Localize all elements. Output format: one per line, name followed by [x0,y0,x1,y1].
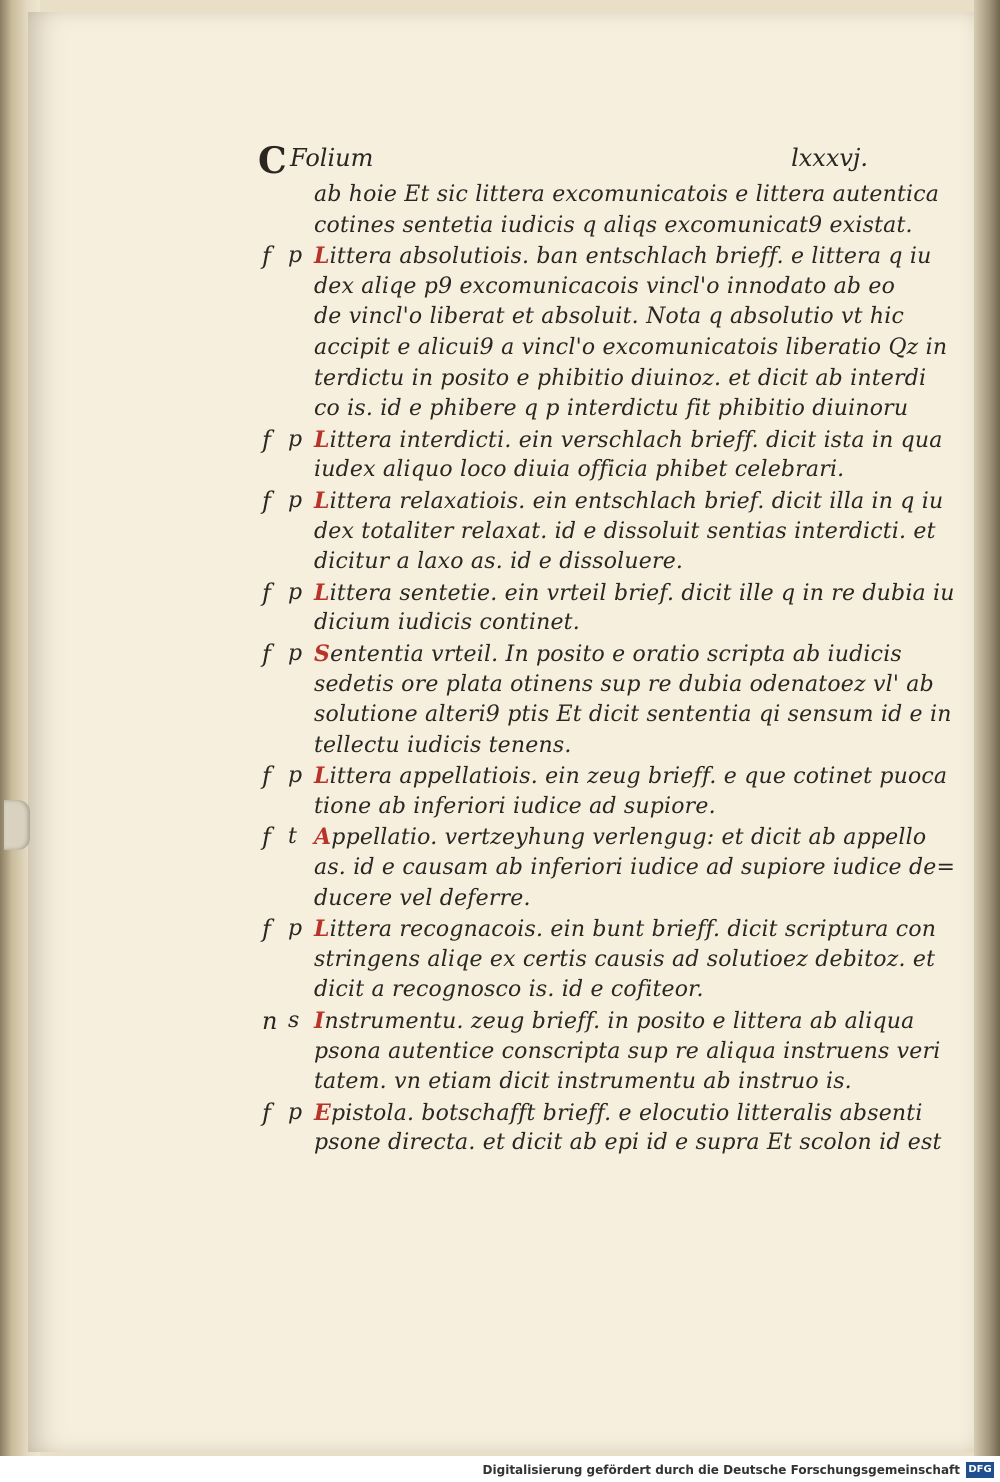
text-line [258,670,934,701]
text-line [258,272,896,303]
line-body: solutione alteri9 ptis Et dicit sententia qi sensum id e in [314,702,952,728]
text-line [258,1067,868,1098]
line-text [314,517,936,548]
line-text [314,578,955,610]
dfg-logo: DFG [966,1462,994,1478]
text-block [258,140,956,1159]
line-text [314,333,947,364]
text-line [258,517,936,548]
margin-mark: p [288,916,303,942]
margin-mark: f [262,578,272,607]
rubricated-initial: L [314,916,330,943]
line-body: dicium iudicis continet. [314,610,580,636]
rubricated-initial: A [314,824,332,851]
book-clasp [4,800,30,850]
text-line [258,364,927,395]
line-body: ab hoie Et sic littera excomunicatois e littera autentica [314,182,940,207]
line-text [314,884,531,915]
margin-mark: p [288,243,303,269]
margin-mark: f [262,1098,272,1127]
line-body: as. id e causam ab inferiori iudice ad supiore iudice de= [314,855,956,881]
text-lines [258,180,956,1159]
margin-mark: f [262,823,272,852]
line-body: ittera absolutiois. ban entschlach brieff. e littera q iu [329,244,932,270]
text-line [258,945,936,976]
line-text [314,700,952,731]
line-body: ittera relaxatiois. ein entschlach brief. dicit illa in q iu [329,488,944,514]
line-body: nstrumentu. zeug brieff. in posito e littera ab aliqua [324,1009,915,1035]
line-body: co is. id e phibere q p interdictu fit phibitio diuinoru [314,396,909,422]
text-line [258,241,932,272]
text-line [258,1128,942,1159]
line-body: terdictu in posito e phibitio diuinoz. et dicit ab interdi [314,365,927,391]
line-body: stringens aliqe ex certis causis ad solutioez debitoz. et [314,946,936,972]
folio-number: lxxxvj. [791,144,868,172]
text-line [258,1037,941,1068]
line-text [314,975,704,1006]
rubricated-initial: S [314,640,331,667]
line-body: tatem. vn etiam dicit instrumentu ab instruo is. [314,1069,852,1095]
text-line [258,822,927,853]
margin-mark: f [262,639,272,668]
line-body: tellectu iudicis tenens. [314,732,572,758]
line-body: accipit e alicui9 a vincl'o excomunicatois liberatio Qz in [314,334,948,360]
text-line [258,333,948,364]
line-body: ittera interdicti. ein verschlach brieff. dicit ista in qua [329,427,943,453]
line-body: ppellatio. vertzeyhung verlengug: et dicit ab appello [331,825,927,851]
margin-mark: n [262,1007,278,1036]
text-line [258,700,952,731]
rubricated-initial: L [314,579,330,606]
margin-mark: f [262,486,272,515]
line-body: de vincl'o liberat et absoluit. Nota q absolutio vt hic [314,304,905,330]
line-body: cotines sentetia iudicis q aliqs excomunicat9 existat. [314,212,913,238]
line-text [314,731,572,762]
margin-mark: f [262,762,272,791]
line-text [314,945,935,976]
line-body: dicit a recognosco is. id e cofiteor. [314,977,704,1003]
line-text [314,670,934,701]
margin-mark: p [288,1099,303,1125]
line-text [314,241,931,273]
line-body: sedetis ore plata otinens sup re dubia odenatoez vl' ab [314,671,934,697]
margin-mark: p [288,426,303,452]
line-body: ducere vel deferre. [314,885,531,911]
rubricated-initial: L [314,763,330,790]
line-body: tione ab inferiori iudice ad supiore. [314,793,716,819]
rubricated-initial: I [314,1008,325,1035]
line-text [314,425,943,457]
text-line [258,486,944,517]
line-text [314,272,895,303]
line-body: ittera appellatiois. ein zeug brieff. e que cotinet puoca [329,764,948,790]
text-line [258,394,909,425]
text-line [258,792,868,823]
text-line [258,547,868,578]
text-line [258,761,948,792]
line-body: ententia vrteil. In posito e oratio scripta ab iudicis [330,641,902,667]
line-text [314,1037,940,1068]
line-text [314,914,936,946]
line-text [314,211,913,242]
margin-mark: p [288,640,303,666]
line-body: dex totaliter relaxat. id e dissoluit sentias interdicti. et [314,518,936,544]
line-body: dicitur a laxo as. id e dissoluere. [314,549,684,575]
line-body: psona autentice conscripta sup re aliqua instruens veri [314,1038,941,1064]
text-line [258,578,955,609]
margin-mark: s [288,1008,300,1034]
text-line [258,608,868,639]
margin-mark: p [288,487,303,513]
line-text [314,853,955,884]
margin-mark: f [262,425,272,454]
text-line [258,1006,915,1037]
text-line [258,425,943,456]
text-line [258,180,940,211]
margin-mark: t [288,824,298,850]
rubricated-initial: E [314,1099,331,1126]
line-text [314,822,926,854]
text-line [258,914,937,945]
line-text [314,792,716,823]
line-text [314,302,904,333]
line-text [314,608,580,639]
line-text [314,180,939,211]
text-line [258,302,905,333]
running-head [258,140,868,180]
line-text [314,1067,852,1098]
margin-mark: f [262,242,272,271]
footer-bar [0,1456,1000,1482]
line-body: dex aliqe p9 excomunicacois vincl'o innodato ab eo [314,273,896,299]
text-line [258,639,902,670]
rubricated-initial: L [314,243,330,270]
header-title: Folium [290,144,374,172]
line-body: pistola. botschafft brieff. e elocutio litteralis absenti [330,1100,923,1126]
line-body: ittera recognacois. ein bunt brieff. dicit scriptura con [329,917,937,943]
line-text [314,394,908,425]
line-text [314,1098,923,1130]
text-line [258,731,868,762]
margin-mark: f [262,915,272,944]
line-body: ittera sentetie. ein vrteil brief. dicit ille q in re dubia iu [329,580,955,606]
text-line [258,1098,923,1129]
header-initial: C [258,140,287,182]
line-text [314,455,844,486]
margin-mark: p [288,763,303,789]
line-text [314,639,902,671]
text-line [258,211,913,242]
rubricated-initial: L [314,426,330,453]
text-line [258,884,868,915]
footer-credit: Digitalisierung gefördert durch die Deutsche Forschungsgemeinschaft [482,1463,960,1477]
line-text [314,1006,914,1038]
page-edge [974,0,1000,1482]
text-line [258,975,868,1006]
line-text [314,1128,942,1159]
line-text [314,364,926,395]
rubricated-initial: L [314,487,330,514]
text-line [258,853,956,884]
line-text [314,547,683,578]
line-body: psone directa. et dicit ab epi id e supra Et scolon id est [314,1130,942,1156]
text-line [258,455,868,486]
line-text [314,761,947,793]
line-text [314,486,943,518]
line-body: iudex aliquo loco diuia officia phibet celebrari. [314,457,845,483]
margin-mark: p [288,579,303,605]
